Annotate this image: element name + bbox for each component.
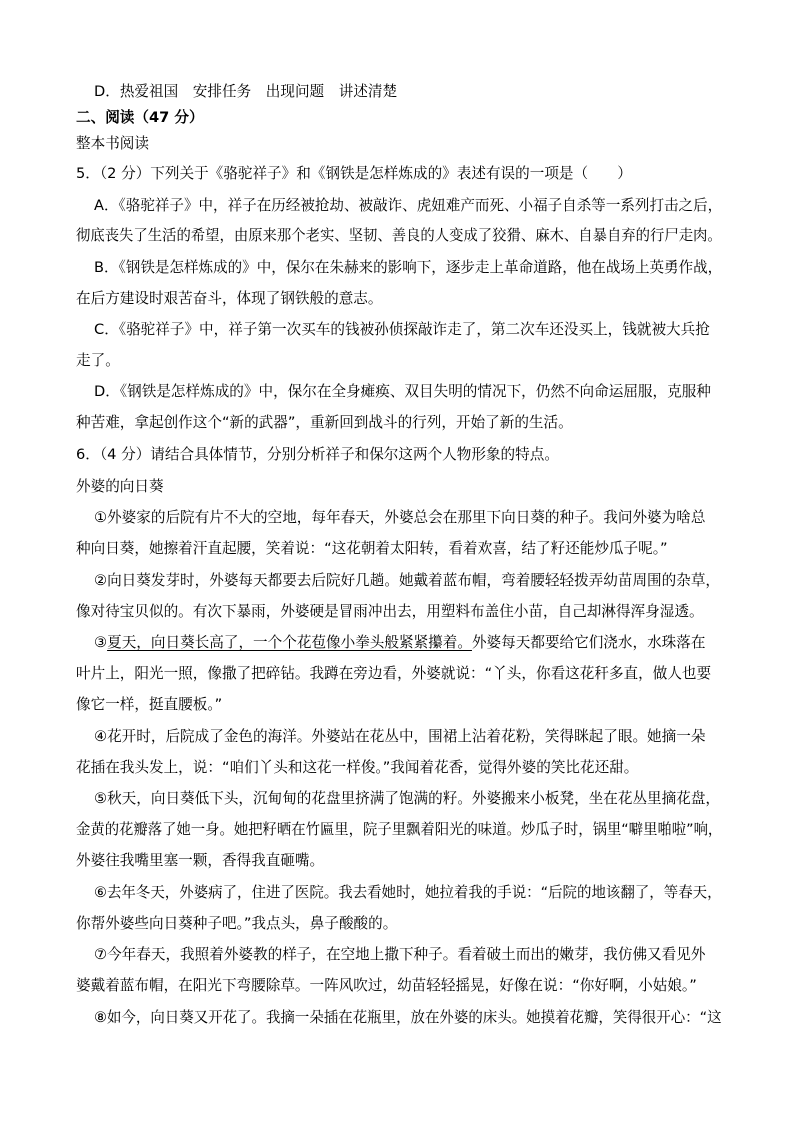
paragraph-5: ⑤秋天，向日葵低下头，沉甸甸的花盘里挤满了饱满的籽。外婆搬来小板凳，坐在花丛里摘花盘， xyxy=(94,790,721,807)
q5-option-b: B．《钢铁是怎样炼成的》中，保尔在朱赫来的影响下，逐步走上革命道路，他在战场上英勇作战， xyxy=(94,259,723,276)
paragraph-3 xyxy=(94,633,705,653)
paragraph-6-cont: 你帮外婆些向日葵种子吧。”我点头，鼻子酸酸的。 xyxy=(76,915,398,932)
paragraph-3-number: ③ xyxy=(94,634,108,651)
paragraph-3-underlined-sentence: 夏天，向日葵长高了，一个个花苞像小拳头般紧紧攥着。 xyxy=(107,634,472,651)
q5-option-b-cont: 在后方建设时艰苦奋斗，体现了钢铁般的意志。 xyxy=(76,290,383,307)
paragraph-6: ⑥去年冬天，外婆病了，住进了医院。我去看她时，她拉着我的手说：“后院的地该翻了，等春天， xyxy=(94,884,722,901)
paragraph-4-cont: 花插在我头发上，说：“咱们丫头和这花一样俊。”我闻着花香，觉得外婆的笑比花还甜。 xyxy=(76,759,639,776)
q5-option-a-cont: 彻底丧失了生活的希望，由原来那个老实、坚韧、善良的人变成了狡猾、麻木、自暴自弃的行尸走肉。 xyxy=(76,227,722,244)
article-title: 外婆的向日葵 xyxy=(76,478,164,495)
paragraph-7-cont: 婆戴着蓝布帽，在阳光下弯腰除草。一阵风吹过，幼苗轻轻摇晃，好像在说：“你好啊，小姑娘。” xyxy=(76,977,697,994)
paragraph-2: ②向日葵发芽时，外婆每天都要去后院好几趟。她戴着蓝布帽，弯着腰轻轻拨弄幼苗周围的杂草， xyxy=(94,572,721,589)
paragraph-5-cont2: 外婆往我嘴里塞一颗，香得我直砸嘴。 xyxy=(76,852,325,869)
paragraph-1: ①外婆家的后院有片不大的空地，每年春天，外婆总会在那里下向日葵的种子。我问外婆为啥总 xyxy=(94,509,706,526)
paragraph-5-cont: 金黄的花瓣落了她一身。她把籽晒在竹匾里，院子里飘着阳光的味道。炒瓜子时，锅里“噼里啪啦”响， xyxy=(76,821,723,838)
q4-option-d: D．热爱祖国 安排任务 出现问题 讲述清楚 xyxy=(94,83,398,100)
subsection-title: 整本书阅读 xyxy=(76,135,149,152)
paragraph-3-cont2: 像它一样，挺直腰板。” xyxy=(76,696,223,713)
q5-option-d-cont: 种苦难，拿起创作这个“新的武器”，重新回到战斗的行列，开始了新的生活。 xyxy=(76,414,573,431)
q5-option-c-cont: 走了。 xyxy=(76,352,120,369)
q5-option-d: D．《钢铁是怎样炼成的》中，保尔在全身瘫痪、双目失明的情况下，仍然不向命运屈服，克服种 xyxy=(94,383,711,400)
q5-option-c: C．《骆驼祥子》中，祥子第一次买车的钱被孙侦探敲诈走了，第二次车还没买上，钱就被大兵抢 xyxy=(94,321,710,338)
paragraph-8: ⑧如今，向日葵又开花了。我摘一朵插在花瓶里，放在外婆的床头。她摸着花瓣，笑得很开心：“这 xyxy=(94,1009,722,1026)
paragraph-2-cont: 像对待宝贝似的。有次下暴雨，外婆硬是冒雨冲出去，用塑料布盖住小苗，自己却淋得浑身湿透。 xyxy=(76,603,704,620)
paragraph-3-cont: 叶片上，阳光一照，像撒了把碎钻。我蹲在旁边看，外婆就说：“丫头，你看这花秆多直，做人也要 xyxy=(76,665,712,682)
paragraph-7: ⑦今年春天，我照着外婆教的样子，在空地上撒下种子。看着破土而出的嫩芽，我仿佛又看见外 xyxy=(94,946,706,963)
paragraph-3-rest: 外婆每天都要给它们浇水，水珠落在 xyxy=(471,634,706,651)
q5-stem: 5．（2 分）下列关于《骆驼祥子》和《钢铁是怎样炼成的》表述有误的一项是（ ） xyxy=(76,165,632,182)
section-title-reading: 二、阅读（47 分） xyxy=(76,109,204,126)
paragraph-4: ④花开时，后院成了金色的海洋。外婆站在花丛中，围裙上沾着花粉，笑得眯起了眼。她摘一朵 xyxy=(94,728,706,745)
q6-stem: 6．（4 分）请结合具体情节，分别分析祥子和保尔这两个人物形象的特点。 xyxy=(76,446,559,463)
q5-option-a: A．《骆驼祥子》中，祥子在历经被抢劫、被敲诈、虎妞难产而死、小福子自杀等一系列打击之后， xyxy=(94,197,723,214)
paragraph-1-cont: 种向日葵，她擦着汗直起腰，笑着说：“这花朝着太阳转，看着欢喜，结了籽还能炒瓜子呢。” xyxy=(76,540,668,557)
